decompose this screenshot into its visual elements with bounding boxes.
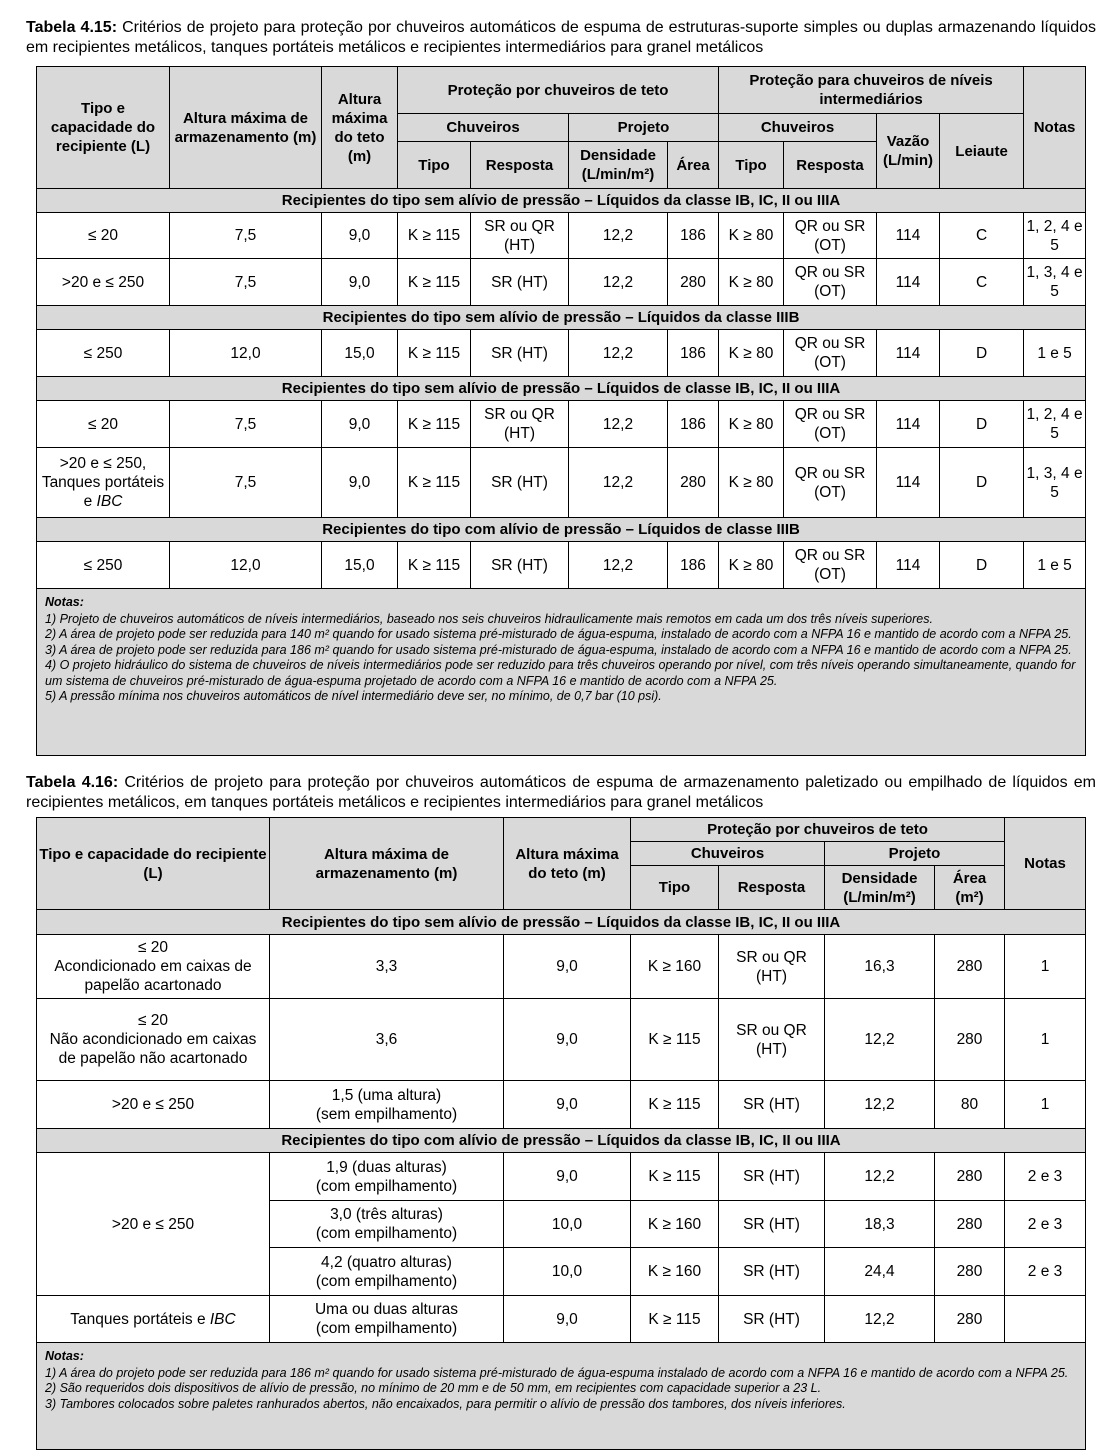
- table-cell: SR (HT): [719, 1153, 825, 1201]
- table-cell: 18,3: [825, 1201, 935, 1248]
- table-row: [37, 1296, 1086, 1343]
- table-cell: K ≥ 115: [398, 213, 471, 259]
- header-tipo-capacidade: Tipo e capacidade do recipiente (L): [37, 818, 270, 910]
- table-cell: 9,0: [504, 1153, 631, 1201]
- header-projeto: Projeto: [569, 114, 719, 142]
- table-cell: 1 e 5: [1024, 330, 1086, 377]
- table-cell: QR ou SR (OT): [784, 213, 877, 259]
- table-cell: K ≥ 115: [398, 448, 471, 518]
- header-projeto: Projeto: [825, 842, 1005, 866]
- table-row: [37, 1081, 1086, 1129]
- header-notas: Notas: [1024, 67, 1086, 189]
- table-cell: 1, 2, 4 e 5: [1024, 213, 1086, 259]
- header-chuveiros-teto: Chuveiros: [398, 114, 569, 142]
- section-heading: Recipientes do tipo sem alívio de pressão – Líquidos da classe IB, IC, II ou IIIA: [37, 189, 1086, 213]
- header-altura-teto: Altura máxima do teto (m): [504, 818, 631, 910]
- header-densidade: Densidade (L/min/m²): [825, 866, 935, 910]
- table-cell: 12,2: [825, 1296, 935, 1343]
- table-cell: 1: [1005, 999, 1086, 1081]
- table-row: [37, 401, 1086, 448]
- notes-title: Notas:: [45, 595, 84, 609]
- table-cell: 7,5: [170, 259, 322, 306]
- table-cell: 12,2: [569, 213, 668, 259]
- table-cell: QR ou SR (OT): [784, 448, 877, 518]
- header-altura-armazenamento: Altura máxima de armazenamento (m): [170, 67, 322, 189]
- table-row: [37, 542, 1086, 589]
- table-cell: SR ou QR (HT): [719, 999, 825, 1081]
- table-cell: QR ou SR (OT): [784, 330, 877, 377]
- table-cell: 114: [877, 542, 940, 589]
- table-cell: 3,6: [270, 999, 504, 1081]
- header-protecao-niveis: Proteção para chuveiros de níveis intermediários: [719, 67, 1024, 114]
- table-4-16-caption-label: Tabela 4.16:: [26, 774, 119, 791]
- table-cell: 1,5 (uma altura) (sem empilhamento): [270, 1081, 504, 1129]
- table-cell: SR (HT): [719, 1081, 825, 1129]
- table-cell: 12,2: [825, 1081, 935, 1129]
- ibc-label: IBC: [209, 1310, 236, 1328]
- table-cell: 280: [668, 259, 719, 306]
- table-row: [37, 330, 1086, 377]
- table-cell: 114: [877, 448, 940, 518]
- table-4-15-caption: [26, 18, 1096, 58]
- header-resposta: Resposta: [719, 866, 825, 910]
- table-cell: 10,0: [504, 1248, 631, 1296]
- table-cell: 114: [877, 330, 940, 377]
- note-item: 4) O projeto hidráulico do sistema de chuveiros de níveis intermediários pode ser reduzido para três chuveiros operando por nível, com três níveis operando simultaneamente, quando for um sistema de chuveiros pré-misturado de água-espuma projetado de acordo com a NFPA 16 e mantido de acordo com a NFPA 25.: [45, 658, 1076, 688]
- table-cell: 186: [668, 542, 719, 589]
- table-cell: 1, 2, 4 e 5: [1024, 401, 1086, 448]
- table-row: [37, 259, 1086, 306]
- table-cell: SR (HT): [719, 1201, 825, 1248]
- table-cell: 1, 3, 4 e 5: [1024, 259, 1086, 306]
- table-row: [37, 999, 1086, 1081]
- note-item: 2) São requeridos dois dispositivos de alívio de pressão, no mínimo de 20 mm e de 50 mm, em recipientes com capacidade superior a 23 L.: [45, 1381, 822, 1395]
- table-4-16-caption: [26, 773, 1096, 813]
- table-row: [37, 1153, 1086, 1201]
- header-leiaute: Leiaute: [940, 114, 1024, 189]
- table-cell: 9,0: [322, 448, 398, 518]
- table-cell: [1005, 1296, 1086, 1343]
- table-cell: K ≥ 160: [631, 1201, 719, 1248]
- section-heading: Recipientes do tipo sem alívio de pressão – Líquidos da classe IIIB: [37, 306, 1086, 330]
- note-item: 3) A área de projeto pode ser reduzida para 186 m² quando for usado sistema pré-misturado de água-espuma, instalado de acordo com a NFPA 16 e mantido de acordo com a NFPA 25.: [45, 642, 1072, 657]
- table-cell: C: [940, 259, 1024, 306]
- table-cell: ≤ 20 Acondicionado em caixas de papelão acartonado: [37, 935, 270, 999]
- table-cell: QR ou SR (OT): [784, 542, 877, 589]
- table-cell: 12,2: [569, 259, 668, 306]
- table-cell: 9,0: [322, 401, 398, 448]
- table-cell: SR (HT): [719, 1248, 825, 1296]
- table-cell: QR ou SR (OT): [784, 259, 877, 306]
- header-altura-teto: Altura máxima do teto (m): [322, 67, 398, 189]
- table-cell: 280: [668, 448, 719, 518]
- table-cell: 12,0: [170, 330, 322, 377]
- table-row: [37, 448, 1086, 518]
- table-cell: 12,2: [569, 448, 668, 518]
- table-cell: 9,0: [504, 935, 631, 999]
- table-cell: K ≥ 115: [398, 259, 471, 306]
- table-cell: >20 e ≤ 250: [37, 1153, 270, 1296]
- table-cell: ≤ 250: [37, 542, 170, 589]
- table-cell: QR ou SR (OT): [784, 401, 877, 448]
- table-4-15-caption-text: Critérios de projeto para proteção por chuveiros automáticos de espuma de estruturas-suporte simples ou duplas armazenando líquidos em recipientes metálicos, tanques portáteis metálicos e recipientes intermediários para granel metálicos: [26, 19, 1096, 56]
- table-cell: 12,2: [569, 401, 668, 448]
- ibc-label: IBC: [96, 493, 123, 510]
- table-cell: 186: [668, 213, 719, 259]
- table-cell: SR ou QR (HT): [719, 935, 825, 999]
- table-cell: 280: [935, 1248, 1005, 1296]
- table-cell: 280: [935, 1153, 1005, 1201]
- table-cell: 12,2: [569, 542, 668, 589]
- notes-title: Notas:: [45, 1349, 84, 1363]
- table-4-15: [36, 66, 1086, 756]
- table-cell: 1: [1005, 1081, 1086, 1129]
- table-row: [37, 213, 1086, 259]
- table-cell: K ≥ 80: [719, 213, 784, 259]
- table-cell: 9,0: [504, 1296, 631, 1343]
- table-cell: 7,5: [170, 448, 322, 518]
- note-item: 3) Tambores colocados sobre paletes ranhurados abertos, não encaixados, para permitir o alívio de pressão dos tambores, dos níveis inferiores.: [45, 1396, 846, 1411]
- table-cell: K ≥ 80: [719, 330, 784, 377]
- header-protecao-teto: Proteção por chuveiros de teto: [398, 67, 719, 114]
- table-cell: 186: [668, 401, 719, 448]
- table-cell: Tanques portáteis e IBC: [37, 1296, 270, 1343]
- table-cell: 280: [935, 1296, 1005, 1343]
- header-tipo-capacidade: Tipo e capacidade do recipiente (L): [37, 67, 170, 189]
- table-cell: SR (HT): [719, 1296, 825, 1343]
- table-cell: 2 e 3: [1005, 1201, 1086, 1248]
- table-cell: 24,4: [825, 1248, 935, 1296]
- table-cell: K ≥ 160: [631, 1248, 719, 1296]
- table-cell: 15,0: [322, 330, 398, 377]
- table-cell: K ≥ 115: [631, 999, 719, 1081]
- table-4-16: [36, 817, 1086, 1450]
- table-cell: K ≥ 80: [719, 259, 784, 306]
- table-cell: 1: [1005, 935, 1086, 999]
- notes-box: [37, 1343, 1086, 1450]
- table-cell: SR (HT): [471, 330, 569, 377]
- table-cell: 12,2: [569, 330, 668, 377]
- t416-body: [37, 910, 1086, 1450]
- table-cell: 9,0: [504, 1081, 631, 1129]
- table-cell: 186: [668, 330, 719, 377]
- table-cell: 2 e 3: [1005, 1153, 1086, 1201]
- header-notas: Notas: [1005, 818, 1086, 910]
- table-cell: SR (HT): [471, 448, 569, 518]
- table-cell: K ≥ 115: [398, 401, 471, 448]
- header-densidade: Densidade (L/min/m²): [569, 142, 668, 189]
- header-resposta: Resposta: [471, 142, 569, 189]
- table-cell: 12,2: [825, 1153, 935, 1201]
- table-4-16-caption-text: Critérios de projeto para proteção por chuveiros automáticos de espuma de armazenamento paletizado ou empilhado de líquidos em recipientes metálicos, em tanques portáteis metálicos e recipientes intermediários para granel metálicos: [26, 774, 1096, 811]
- table-cell: 280: [935, 935, 1005, 999]
- table-cell: 280: [935, 1201, 1005, 1248]
- table-cell: K ≥ 80: [719, 401, 784, 448]
- table-cell: Uma ou duas alturas (com empilhamento): [270, 1296, 504, 1343]
- table-cell: 280: [935, 999, 1005, 1081]
- table-cell: 10,0: [504, 1201, 631, 1248]
- header-area: Área: [668, 142, 719, 189]
- table-cell: 16,3: [825, 935, 935, 999]
- table-cell: 1, 3, 4 e 5: [1024, 448, 1086, 518]
- table-cell: K ≥ 80: [719, 448, 784, 518]
- section-heading: Recipientes do tipo com alívio de pressão – Líquidos da classe IB, IC, II ou IIIA: [37, 1129, 1086, 1153]
- table-cell: K ≥ 115: [631, 1153, 719, 1201]
- table-cell: 2 e 3: [1005, 1248, 1086, 1296]
- table-cell: ≤ 250: [37, 330, 170, 377]
- section-heading: Recipientes do tipo sem alívio de pressão – Líquidos da classe IB, IC, II ou IIIA: [37, 910, 1086, 935]
- table-cell: 4,2 (quatro alturas) (com empilhamento): [270, 1248, 504, 1296]
- header-chuveiros-niveis: Chuveiros: [719, 114, 877, 142]
- header-tipo: Tipo: [398, 142, 471, 189]
- table-cell: SR (HT): [471, 259, 569, 306]
- table-cell: 9,0: [322, 259, 398, 306]
- table-cell: 3,0 (três alturas) (com empilhamento): [270, 1201, 504, 1248]
- table-cell: SR ou QR (HT): [471, 401, 569, 448]
- table-cell: >20 e ≤ 250: [37, 1081, 270, 1129]
- table-cell: 1,9 (duas alturas) (com empilhamento): [270, 1153, 504, 1201]
- header-tipo-niveis: Tipo: [719, 142, 784, 189]
- header-area: Área (m²): [935, 866, 1005, 910]
- header-vazao: Vazão (L/min): [877, 114, 940, 189]
- table-cell: D: [940, 542, 1024, 589]
- table-cell: 7,5: [170, 213, 322, 259]
- table-cell: D: [940, 330, 1024, 377]
- table-cell: 9,0: [322, 213, 398, 259]
- header-chuveiros: Chuveiros: [631, 842, 825, 866]
- table-cell: D: [940, 401, 1024, 448]
- table-cell: >20 e ≤ 250: [37, 259, 170, 306]
- note-item: 1) Projeto de chuveiros automáticos de níveis intermediários, baseado nos seis chuveiros hidraulicamente mais remotos em cada um dos três níveis superiores.: [45, 611, 933, 626]
- table-cell: ≤ 20 Não acondicionado em caixas de papelão não acartonado: [37, 999, 270, 1081]
- table-cell: 9,0: [504, 999, 631, 1081]
- table-cell: ≤ 20: [37, 401, 170, 448]
- section-heading: Recipientes do tipo sem alívio de pressão – Líquidos de classe IB, IC, II ou IIIA: [37, 377, 1086, 401]
- table-cell: SR (HT): [471, 542, 569, 589]
- table-cell: K ≥ 80: [719, 542, 784, 589]
- note-item: 2) A área de projeto pode ser reduzida para 140 m² quando for usado sistema pré-misturado de água-espuma, instalado de acordo com a NFPA 16 e mantido de acordo com a NFPA 25.: [45, 627, 1072, 641]
- table-cell: 12,0: [170, 542, 322, 589]
- table-cell: >20 e ≤ 250, Tanques portáteis e IBC: [37, 448, 170, 518]
- t415-body: [37, 189, 1086, 756]
- table-cell: 15,0: [322, 542, 398, 589]
- notes-box: [37, 589, 1086, 756]
- table-cell: SR ou QR (HT): [471, 213, 569, 259]
- table-cell: 114: [877, 401, 940, 448]
- table-cell: K ≥ 115: [631, 1296, 719, 1343]
- header-resposta-niveis: Resposta: [784, 142, 877, 189]
- header-altura-armazenamento: Altura máxima de armazenamento (m): [270, 818, 504, 910]
- table-row: [37, 935, 1086, 999]
- table-cell: K ≥ 115: [398, 330, 471, 377]
- table-cell: C: [940, 213, 1024, 259]
- header-tipo: Tipo: [631, 866, 719, 910]
- table-cell: 1 e 5: [1024, 542, 1086, 589]
- table-cell: 114: [877, 259, 940, 306]
- table-cell: K ≥ 160: [631, 935, 719, 999]
- table-cell: 114: [877, 213, 940, 259]
- table-4-15-caption-label: Tabela 4.15:: [26, 19, 118, 36]
- header-protecao-teto: Proteção por chuveiros de teto: [631, 818, 1005, 842]
- table-cell: 80: [935, 1081, 1005, 1129]
- note-item: 1) A área do projeto pode ser reduzida para 186 m² quando for usado sistema pré-misturado de água-espuma instalado de acordo com a NFPA 16 e mantido de acordo com a NFPA 25.: [45, 1365, 1069, 1380]
- table-cell: K ≥ 115: [398, 542, 471, 589]
- note-item: 5) A pressão mínima nos chuveiros automáticos de nível intermediário deve ser, no mínimo, de 0,7 bar (10 psi).: [45, 689, 662, 703]
- table-cell: 12,2: [825, 999, 935, 1081]
- section-heading: Recipientes do tipo com alívio de pressão – Líquidos de classe IIIB: [37, 518, 1086, 542]
- table-cell: K ≥ 115: [631, 1081, 719, 1129]
- table-cell: 3,3: [270, 935, 504, 999]
- table-cell: D: [940, 448, 1024, 518]
- table-cell: 7,5: [170, 401, 322, 448]
- table-cell: ≤ 20: [37, 213, 170, 259]
